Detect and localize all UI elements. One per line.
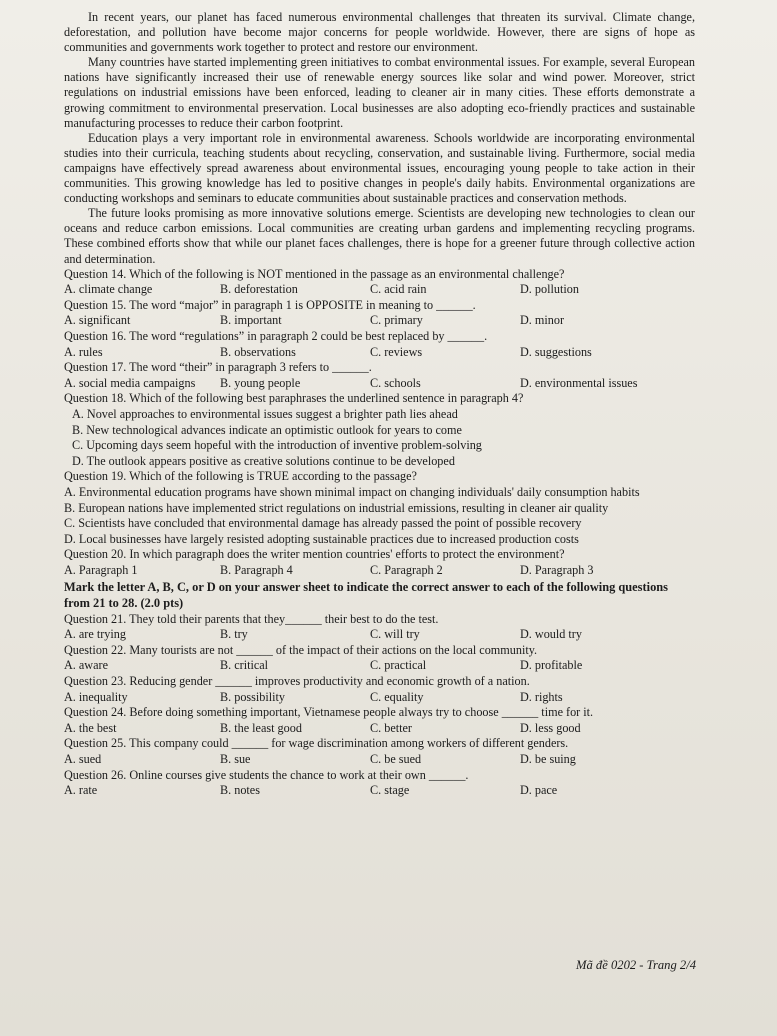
option-c[interactable]: C. stage bbox=[370, 783, 410, 798]
option-d[interactable]: D. Local businesses have largely resisted adopting sustainable practices due to increased production costs bbox=[64, 531, 579, 546]
option-c[interactable]: C. Scientists have concluded that environmental damage has already passed the point of possible recovery bbox=[64, 516, 582, 531]
option-d[interactable]: D. Paragraph 3 bbox=[520, 562, 594, 577]
option-a[interactable]: A. significant bbox=[64, 313, 131, 328]
page-footer: Mã đề 0202 - Trang 2/4 bbox=[576, 958, 696, 972]
option-d[interactable]: D. profitable bbox=[520, 658, 583, 673]
question-21 bbox=[64, 612, 695, 643]
option-b[interactable]: B. critical bbox=[220, 658, 269, 673]
option-b[interactable]: B. sue bbox=[220, 752, 251, 766]
passage-paragraph-3: Education plays a very important role in environmental awareness. Schools worldwide are incorporating environmental studies into their curricula, teaching students about recycling, conservation, and sustainable living. Furthermore, social media campaigns have effectively spread awareness about environmental issues, encouraging young people to take action in their communities. This growing knowledge has led to positive changes in people's daily habits. Environmental organizations are conducting workshops and seminars to educate communities about sustainable practices and conservation methods. bbox=[64, 130, 695, 206]
option-d[interactable]: D. less good bbox=[520, 720, 581, 735]
option-d[interactable]: D. environmental issues bbox=[520, 375, 638, 390]
option-d[interactable]: D. minor bbox=[520, 313, 565, 328]
option-b[interactable]: B. young people bbox=[220, 375, 301, 390]
option-a[interactable]: A. sued bbox=[64, 752, 102, 766]
option-d[interactable]: D. The outlook appears positive as creative solutions continue to be developed bbox=[72, 453, 455, 468]
question-stem: Question 15. The word “major” in paragraph 1 is OPPOSITE in meaning to ______. bbox=[64, 297, 476, 312]
option-b[interactable]: B. possibility bbox=[220, 689, 286, 704]
option-b[interactable]: B. deforestation bbox=[220, 282, 298, 297]
question-16 bbox=[64, 329, 695, 360]
question-stem: Question 19. Which of the following is TRUE according to the passage? bbox=[64, 469, 417, 484]
question-15 bbox=[64, 298, 695, 329]
option-a[interactable]: A. Novel approaches to environmental issues suggest a brighter path lies ahead bbox=[72, 406, 458, 421]
question-stem: Question 23. Reducing gender ______ improves productivity and economic growth of a nation. bbox=[64, 674, 530, 689]
question-stem: Question 22. Many tourists are not ______ of the impact of their actions on the local community. bbox=[64, 642, 538, 657]
passage-paragraph-4: The future looks promising as more innovative solutions emerge. Scientists are developing new technologies to clean our oceans and reduce carbon emissions. Local communities are creating urban gardens and implementing recycling programs. These combined efforts show that while our planet faces challenges, there is hope for a greener future through collective action and determination. bbox=[64, 206, 695, 266]
question-stem: Question 25. This company could ______ for wage discrimination among workers of different genders. bbox=[64, 736, 569, 751]
option-c[interactable]: C. schools bbox=[370, 375, 421, 390]
option-c[interactable]: C. Upcoming days seem hopeful with the introduction of inventive problem-solving bbox=[72, 438, 482, 453]
question-stem: Question 16. The word “regulations” in paragraph 2 could be best replaced by ______. bbox=[64, 328, 488, 343]
option-b[interactable]: B. try bbox=[220, 627, 248, 642]
passage-paragraph-2: Many countries have started implementing green initiatives to combat environmental issues. For example, several European nations have significantly increased their use of renewable energy sources like solar and wind power. Moreover, strict regulations on industrial emissions have been enforced, leading to cleaner air in many cities. These efforts demonstrate a growing commitment to environmental preservation. Local businesses are also adopting eco-friendly practices and sustainable manufacturing processes to reduce their carbon footprint. bbox=[64, 55, 695, 130]
option-b[interactable]: B. Paragraph 4 bbox=[220, 562, 293, 577]
question-stem: Question 17. The word “their” in paragraph 3 refers to ______. bbox=[64, 360, 372, 375]
option-d[interactable]: D. be suing bbox=[520, 752, 576, 766]
option-a[interactable]: A. aware bbox=[64, 658, 108, 673]
question-14 bbox=[64, 267, 695, 298]
option-d[interactable]: D. rights bbox=[520, 689, 563, 704]
option-c[interactable]: C. primary bbox=[370, 313, 423, 328]
question-stem: Question 14. Which of the following is NOT mentioned in the passage as an environmental challenge? bbox=[64, 266, 565, 281]
option-c[interactable]: C. Paragraph 2 bbox=[370, 562, 443, 577]
question-stem: Question 26. Online courses give students the chance to work at their own ______. bbox=[64, 767, 469, 782]
question-26 bbox=[64, 768, 695, 799]
option-c[interactable]: C. be sued bbox=[370, 752, 422, 766]
option-a[interactable]: A. the best bbox=[64, 720, 117, 735]
question-stem: Question 24. Before doing something important, Vietnamese people always try to choose ______ time for it. bbox=[64, 705, 594, 720]
section-instruction: Mark the letter A, B, C, or D on your answer sheet to indicate the correct answer to each of the following questions from 21 to 28. (2.0 pts) bbox=[64, 580, 668, 611]
option-a[interactable]: A. Environmental education programs have shown minimal impact on changing individuals' daily consumption habits bbox=[64, 484, 640, 499]
question-stem: Question 20. In which paragraph does the writer mention countries' efforts to protect the environment? bbox=[64, 547, 565, 562]
question-23 bbox=[64, 674, 695, 705]
question-20 bbox=[64, 547, 695, 578]
option-c[interactable]: C. acid rain bbox=[370, 282, 427, 297]
option-b[interactable]: B. notes bbox=[220, 783, 260, 798]
option-c[interactable]: C. reviews bbox=[370, 344, 423, 359]
question-19 bbox=[64, 469, 695, 547]
option-d[interactable]: D. pace bbox=[520, 783, 558, 798]
option-a[interactable]: A. Paragraph 1 bbox=[64, 562, 138, 577]
option-c[interactable]: C. equality bbox=[370, 689, 424, 704]
question-25 bbox=[64, 736, 695, 767]
option-b[interactable]: B. important bbox=[220, 313, 282, 328]
option-a[interactable]: A. are trying bbox=[64, 627, 126, 642]
option-c[interactable]: C. will try bbox=[370, 627, 420, 642]
passage-paragraph-1: In recent years, our planet has faced numerous environmental challenges that threaten its survival. Climate change, deforestation, and pollution have become major concerns for people worldwide. However, there are signs of hope as communities and governments work together to protect and restore our environment. bbox=[64, 10, 695, 55]
option-c[interactable]: C. practical bbox=[370, 658, 427, 673]
question-22 bbox=[64, 643, 695, 674]
option-d[interactable]: D. would try bbox=[520, 627, 582, 642]
option-a[interactable]: A. social media campaigns bbox=[64, 375, 196, 390]
question-24 bbox=[64, 705, 695, 736]
option-a[interactable]: A. inequality bbox=[64, 689, 128, 704]
question-17 bbox=[64, 360, 695, 391]
option-b[interactable]: B. New technological advances indicate an optimistic outlook for years to come bbox=[72, 422, 462, 437]
option-a[interactable]: A. rate bbox=[64, 783, 98, 798]
option-b[interactable]: B. observations bbox=[220, 344, 296, 359]
option-c[interactable]: C. better bbox=[370, 720, 412, 735]
option-b[interactable]: B. European nations have implemented strict regulations on industrial emissions, resulting in cleaner air quality bbox=[64, 500, 609, 515]
option-a[interactable]: A. rules bbox=[64, 344, 103, 359]
option-b[interactable]: B. the least good bbox=[220, 720, 302, 735]
question-stem: Question 21. They told their parents that they______ their best to do the test. bbox=[64, 611, 439, 626]
option-d[interactable]: D. suggestions bbox=[520, 344, 592, 359]
question-stem: Question 18. Which of the following best paraphrases the underlined sentence in paragraph 4? bbox=[64, 391, 524, 406]
option-d[interactable]: D. pollution bbox=[520, 282, 579, 297]
question-18 bbox=[64, 391, 695, 469]
option-a[interactable]: A. climate change bbox=[64, 282, 153, 297]
